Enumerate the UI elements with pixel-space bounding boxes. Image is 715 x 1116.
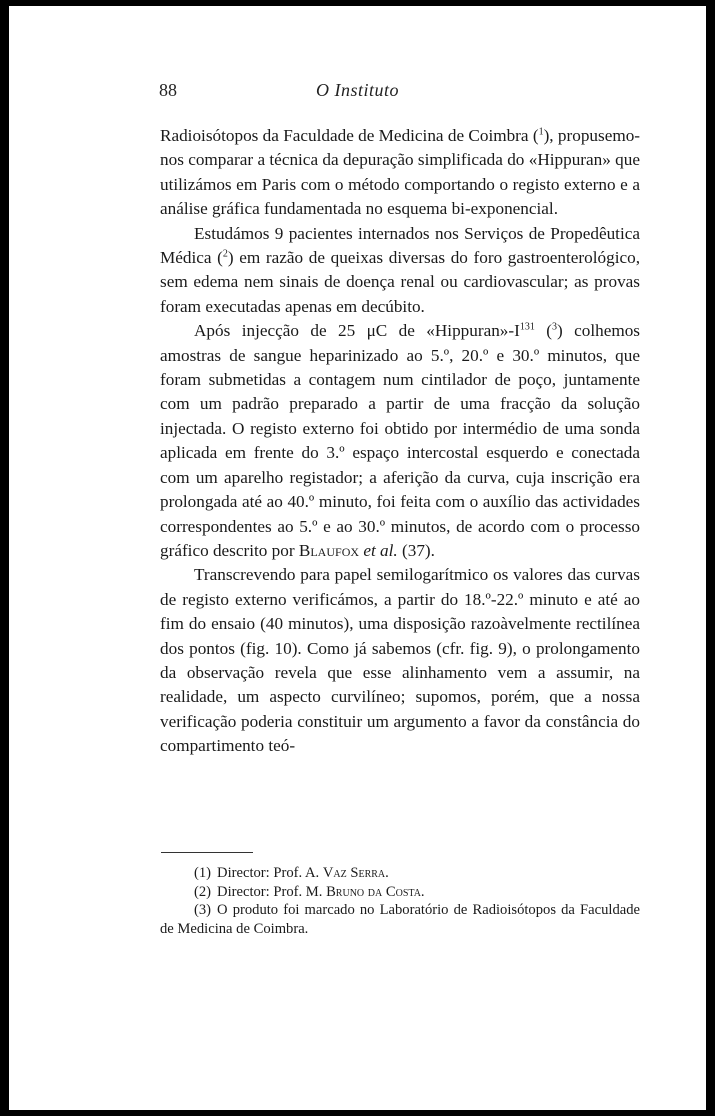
footnote-3 xyxy=(160,901,640,938)
footnote-3-text: O produto foi marcado no Laboratório de Radioisótopos da Faculdade de Medicina de Coimbra. xyxy=(160,902,640,937)
paragraph-2 xyxy=(160,222,640,320)
p2-text-b: ) em razão de queixas diversas do foro gastroenterológico, sem edema nem sinais de doença renal ou cardiovascular; as provas foram executadas apenas em decúbito. xyxy=(160,248,641,316)
paragraph-3 xyxy=(160,319,640,563)
body-text xyxy=(160,124,640,759)
page-header xyxy=(9,80,706,110)
footnote-divider xyxy=(161,852,253,853)
p2-text-a: Estudámos 9 pacientes internados nos Serviços de Propedêutica Médica ( xyxy=(160,223,640,268)
footnotes xyxy=(160,864,640,938)
footnote-1-name: Vaz Serra xyxy=(322,865,386,881)
p3-text-a: Após injecção de 25 μC de «Hippuran»-I xyxy=(194,321,520,341)
page xyxy=(9,6,706,1110)
footnote-1-mark: (1) xyxy=(194,865,212,881)
footnote-ref-1: 1 xyxy=(538,126,544,138)
paragraph-4: Transcrevendo para papel semilogarítmico os valores das curvas de registo externo verificámos, a partir do 18.º-22.º minuto e até ao fim do ensaio (40 minutos), uma disposição razoàvelmente rectilínea dos pontos (fig. 10). Como já sabemos (cfr. fig. 9), o prolongamento da observação revela que esse alinhamento vem a assumir, na realidade, um aspecto curvilíneo; supomos, porém, que a nossa verificação poderia constituir um argumento a favor da constância do compartimento teó- xyxy=(160,565,640,756)
footnote-2 xyxy=(160,883,640,902)
et-al: et al. xyxy=(363,540,398,560)
paragraph-1 xyxy=(160,124,640,222)
footnote-ref-2: 2 xyxy=(222,248,228,260)
footnote-2-name: Bruno da Costa xyxy=(326,883,421,900)
p3-text-c: ) colhemos amostras de sangue heparinizado ao 5.º, 20.º e 30.º minutos, que foram submetidas a contagem num cintilador de poço, juntamente com um padrão preparado a partir de uma fracção da solução injectada. O registo externo foi obtido por intermédio de uma sonda aplicada em frente do 3.º espaço intercostal esquerdo e conectada com um aparelho registador; a aferição da curva, cuja inscrição era prolongada até ao 40.º minuto, foi feita com o auxílio das actividades correspondentes ao 5.º e ao 30.º minutos, de acordo com o processo gráfico descrito por xyxy=(160,321,640,560)
author-name: Blaufox xyxy=(298,540,360,560)
footnote-3-mark: (3) xyxy=(194,902,212,919)
p1-text-a: Radioisótopos da Faculdade de Medicina de Coimbra ( xyxy=(160,126,539,145)
footnote-2-mark: (2) xyxy=(194,883,212,900)
footnote-1-text: Director: Prof. A. xyxy=(217,865,323,881)
footnote-1 xyxy=(160,864,640,883)
running-title: O Instituto xyxy=(315,80,399,100)
footnote-2-end: . xyxy=(420,883,425,900)
page-number: 88 xyxy=(159,80,177,100)
footnote-1-end: . xyxy=(385,865,389,881)
footnote-ref-3: 3 xyxy=(551,321,557,333)
p3-text-d: (37). xyxy=(397,540,435,560)
p3-text-b: ( xyxy=(534,321,552,341)
p1-text-b: ), propusemo-nos comparar a técnica da depuração simplificada do «Hippuran» que utilizámos em Paris com o método comportando o registo externo e a análise gráfica fundamentada no esquema bi-exponencial. xyxy=(160,126,641,219)
isotope-superscript: 131 xyxy=(519,321,535,333)
footnote-2-text: Director: Prof. M. xyxy=(217,883,327,900)
